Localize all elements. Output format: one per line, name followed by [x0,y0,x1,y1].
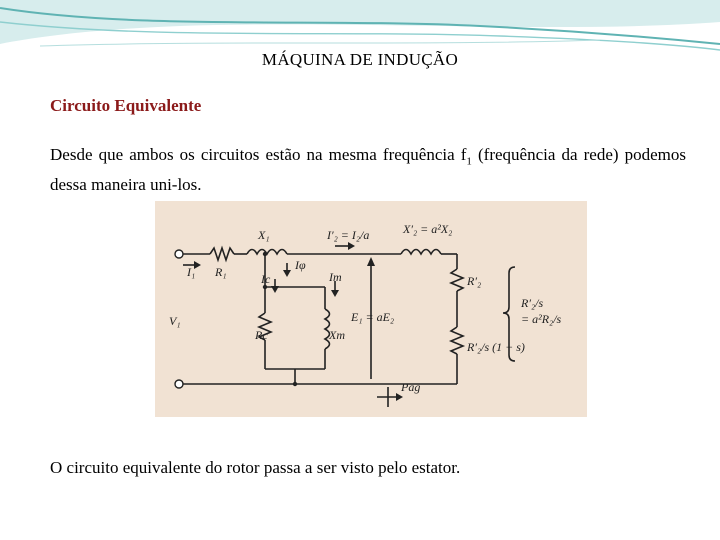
equivalent-circuit-figure [155,201,587,417]
r1-resistor [210,248,234,260]
paragraph-text-start: Desde que ambos os circuitos estão na mesma frequência f [50,145,467,164]
r2s-label: R′₂/s [521,296,544,310]
x1-label: X₁ [258,228,270,242]
rc-label: Rc [255,328,268,342]
r2-resistor [451,269,463,291]
x2prime-label: X′₂ = a²X₂ [403,222,453,236]
frequency-subscript: 1 [466,155,472,168]
section-subtitle: Circuito Equivalente [50,96,202,115]
circuit-diagram [155,201,587,417]
i1-label: I₁ [187,265,196,279]
pag-label: Pag [401,380,421,394]
closing-sentence: O circuito equivalente do rotor passa a ser visto pelo estator. [50,458,461,477]
load-label: R′₂/s (1 − s) [467,340,525,354]
e1-label: E₁ = aE₂ [351,310,395,324]
r2prime-label: R′₂ [467,274,482,288]
paragraph-text-end: (frequência da rede) podemos dessa maneira uni-los. [50,145,686,195]
load-resistor [451,327,463,354]
ic-label: Ic [261,272,271,286]
a2r2s-label: = a²R₂/s [521,312,562,326]
iphi-label: Iφ [295,258,306,272]
r1-label: R₁ [215,265,227,279]
slide-title: MÁQUINA DE INDUÇÃO [261,50,459,69]
v1-label: V₁ [169,314,181,328]
i2prime-label: I′₂ = I₂/a [327,228,370,242]
xm-label: Xm [329,328,345,342]
body-paragraph [50,143,686,197]
im-label: Im [329,270,342,284]
x2-inductor [401,250,441,255]
